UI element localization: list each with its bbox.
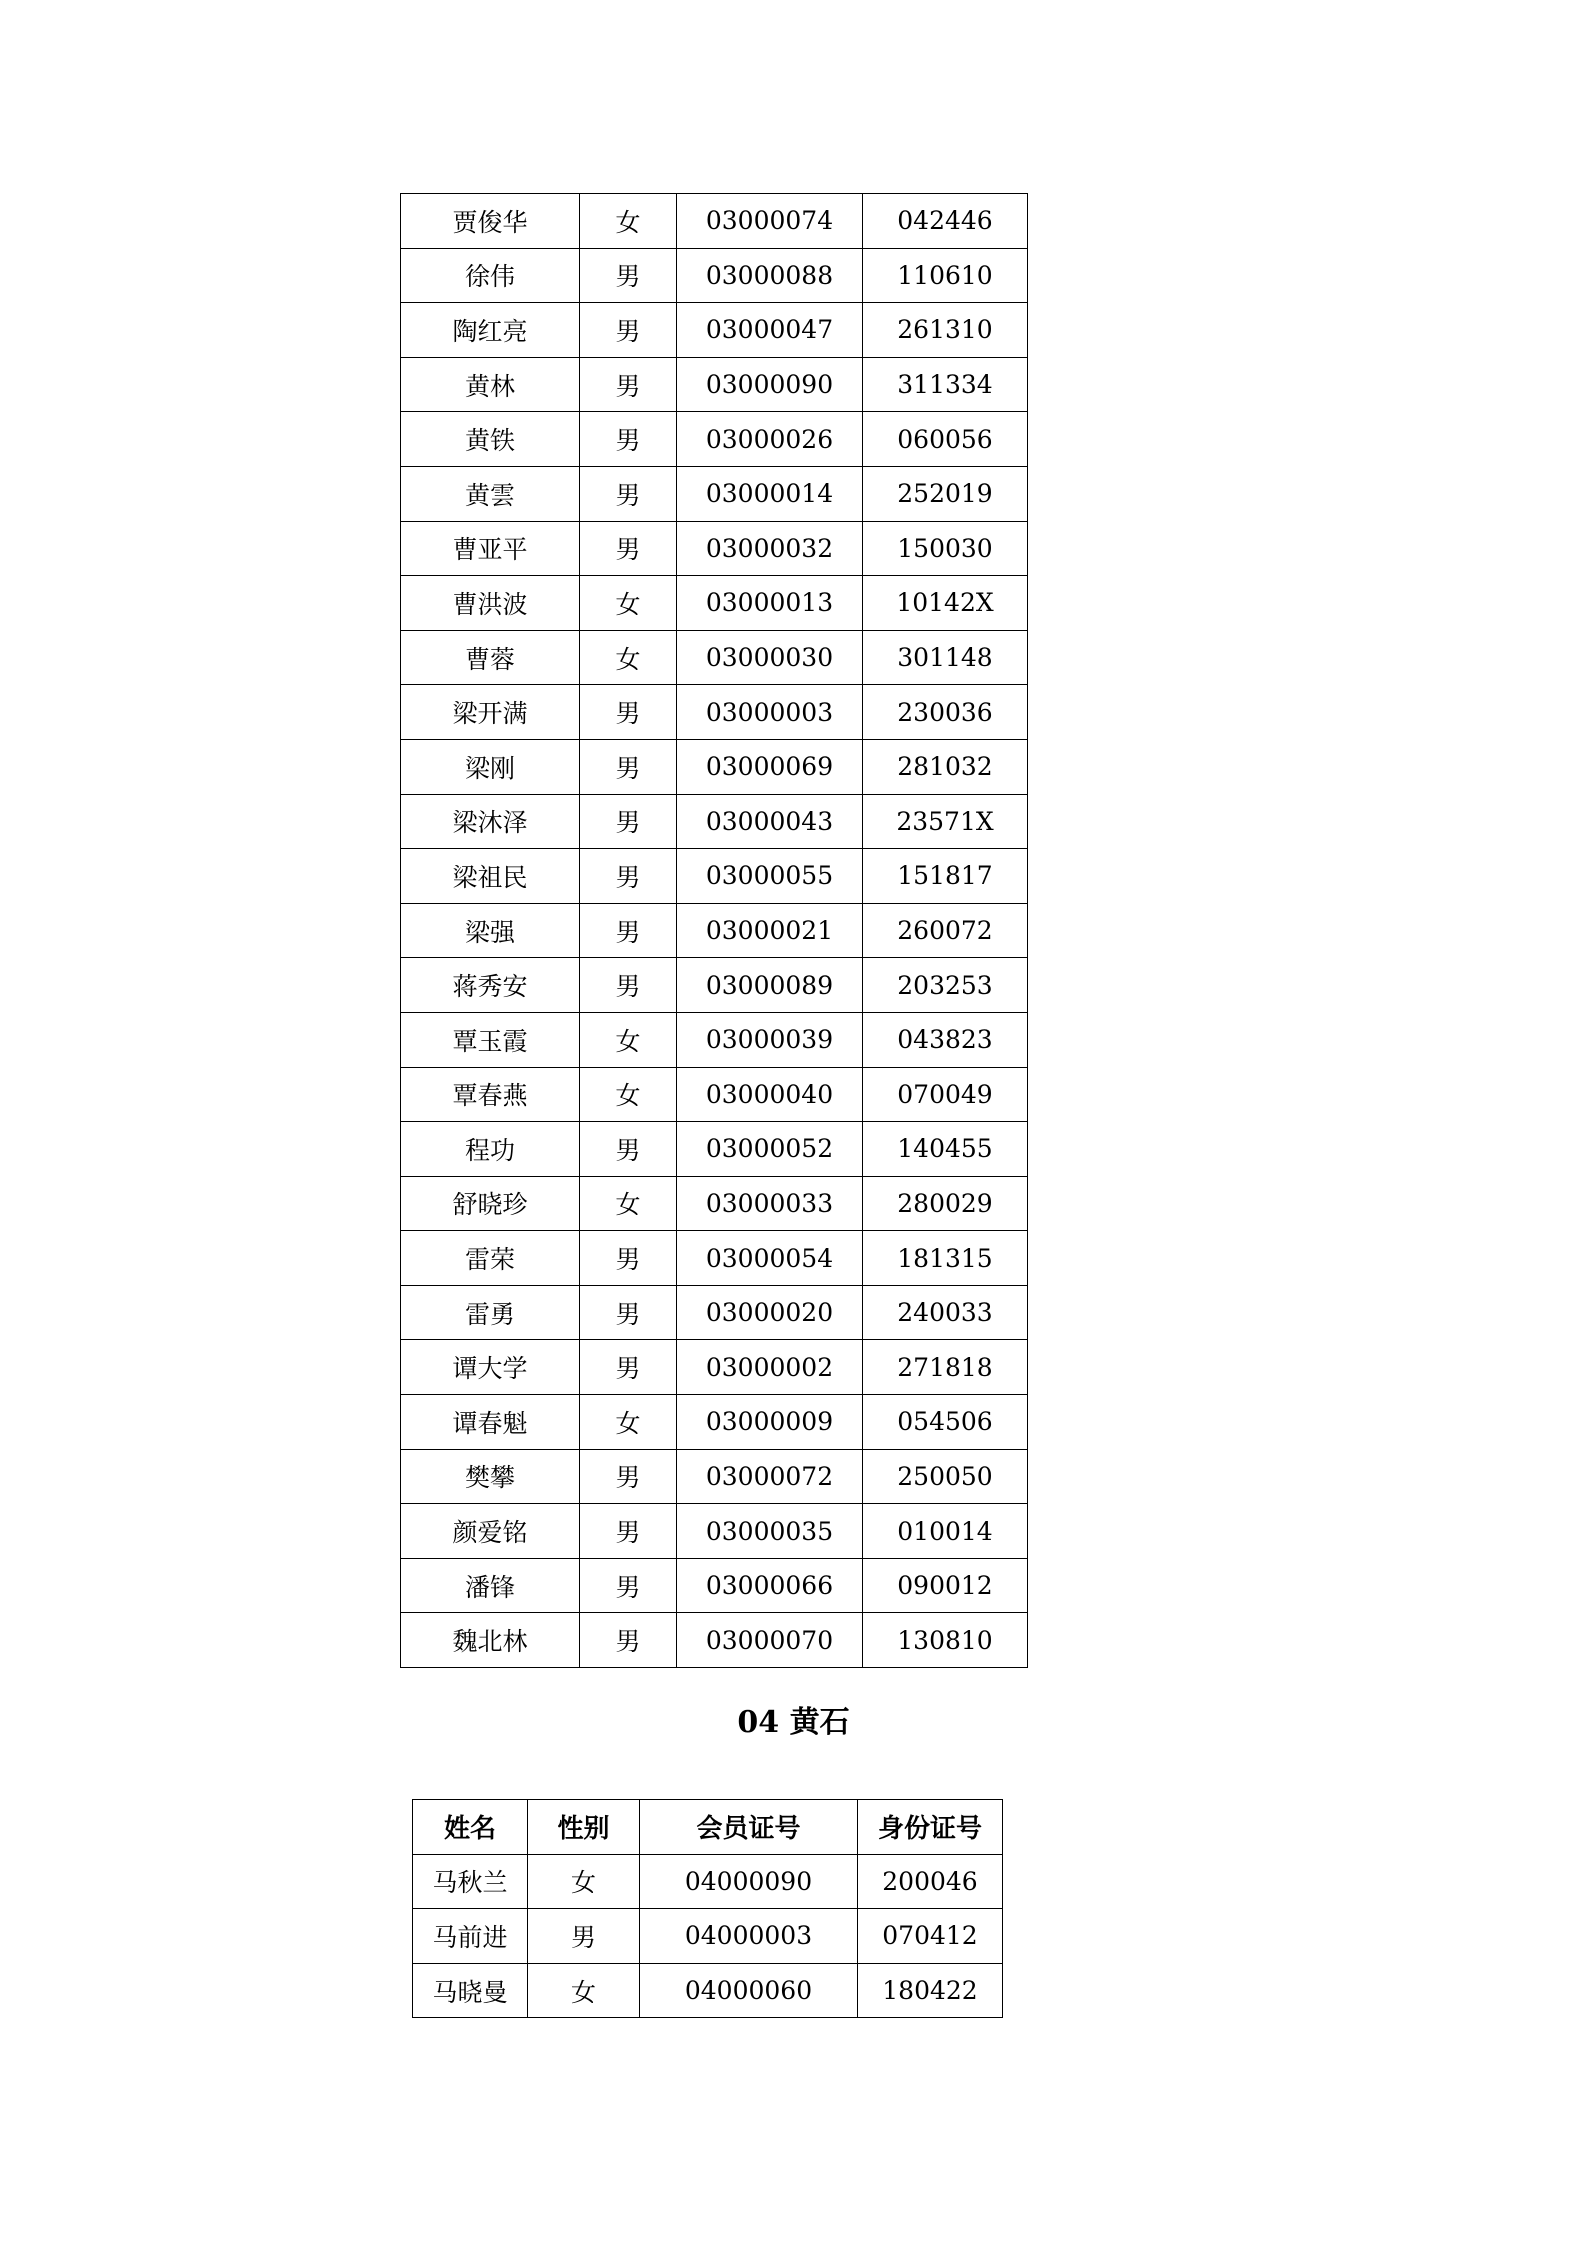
cell-gender: 男	[580, 958, 677, 1013]
member-table-04-body	[413, 1854, 1003, 2018]
cell-id-number: 23571X	[863, 794, 1028, 849]
table-row	[401, 1613, 1028, 1668]
cell-name: 陶红亮	[401, 303, 580, 358]
cell-member-id: 03000014	[677, 466, 863, 521]
cell-name: 樊攀	[401, 1449, 580, 1504]
cell-member-id: 04000090	[640, 1854, 858, 1909]
cell-name: 马秋兰	[413, 1854, 528, 1909]
cell-gender: 女	[528, 1854, 640, 1909]
cell-id-number: 010014	[863, 1504, 1028, 1559]
table-row	[401, 1449, 1028, 1504]
cell-gender: 男	[580, 1504, 677, 1559]
cell-gender: 男	[580, 1558, 677, 1613]
cell-id-number: 070049	[863, 1067, 1028, 1122]
cell-id-number: 240033	[863, 1285, 1028, 1340]
table-row	[401, 1558, 1028, 1613]
table-row	[401, 194, 1028, 249]
cell-id-number: 261310	[863, 303, 1028, 358]
table-row	[401, 357, 1028, 412]
table-row	[401, 576, 1028, 631]
cell-name: 曹亚平	[401, 521, 580, 576]
cell-member-id: 03000072	[677, 1449, 863, 1504]
cell-name: 贾俊华	[401, 194, 580, 249]
table-row	[401, 1395, 1028, 1450]
cell-id-number: 200046	[858, 1854, 1003, 1909]
cell-name: 雷荣	[401, 1231, 580, 1286]
cell-member-id: 03000032	[677, 521, 863, 576]
cell-name: 雷勇	[401, 1285, 580, 1340]
header-gender: 性别	[528, 1800, 640, 1855]
table-row	[401, 1504, 1028, 1559]
cell-id-number: 060056	[863, 412, 1028, 467]
cell-member-id: 03000033	[677, 1176, 863, 1231]
cell-id-number: 10142X	[863, 576, 1028, 631]
cell-gender: 女	[580, 1176, 677, 1231]
cell-gender: 女	[580, 194, 677, 249]
cell-id-number: 203253	[863, 958, 1028, 1013]
cell-id-number: 181315	[863, 1231, 1028, 1286]
cell-id-number: 301148	[863, 630, 1028, 685]
cell-member-id: 03000089	[677, 958, 863, 1013]
cell-id-number: 250050	[863, 1449, 1028, 1504]
cell-member-id: 03000020	[677, 1285, 863, 1340]
cell-name: 程功	[401, 1122, 580, 1177]
cell-member-id: 03000021	[677, 903, 863, 958]
cell-gender: 男	[580, 739, 677, 794]
cell-id-number: 271818	[863, 1340, 1028, 1395]
cell-id-number: 230036	[863, 685, 1028, 740]
table-row	[413, 1854, 1003, 1909]
table-row	[401, 903, 1028, 958]
cell-member-id: 03000040	[677, 1067, 863, 1122]
cell-gender: 女	[580, 1395, 677, 1450]
table-row	[401, 1012, 1028, 1067]
table-row	[401, 630, 1028, 685]
table-row	[401, 303, 1028, 358]
cell-member-id: 03000003	[677, 685, 863, 740]
cell-member-id: 03000069	[677, 739, 863, 794]
cell-member-id: 03000009	[677, 1395, 863, 1450]
table-row	[401, 466, 1028, 521]
cell-name: 谭春魁	[401, 1395, 580, 1450]
table-row	[401, 739, 1028, 794]
table-row	[401, 1122, 1028, 1177]
cell-name: 魏北林	[401, 1613, 580, 1668]
header-member-id: 会员证号	[640, 1800, 858, 1855]
cell-name: 曹蓉	[401, 630, 580, 685]
table-row	[401, 1176, 1028, 1231]
cell-gender: 男	[580, 357, 677, 412]
cell-name: 舒晓珍	[401, 1176, 580, 1231]
cell-member-id: 03000013	[677, 576, 863, 631]
cell-id-number: 151817	[863, 849, 1028, 904]
cell-name: 黄雲	[401, 466, 580, 521]
cell-member-id: 03000088	[677, 248, 863, 303]
cell-gender: 男	[580, 466, 677, 521]
cell-id-number: 043823	[863, 1012, 1028, 1067]
cell-name: 潘锋	[401, 1558, 580, 1613]
header-id-number: 身份证号	[858, 1800, 1003, 1855]
cell-gender: 女	[580, 1067, 677, 1122]
table-row	[401, 958, 1028, 1013]
cell-gender: 男	[580, 303, 677, 358]
cell-gender: 男	[580, 1613, 677, 1668]
cell-id-number: 140455	[863, 1122, 1028, 1177]
cell-name: 黄林	[401, 357, 580, 412]
cell-name: 梁刚	[401, 739, 580, 794]
table-row	[413, 1909, 1003, 1964]
cell-id-number: 054506	[863, 1395, 1028, 1450]
cell-member-id: 03000030	[677, 630, 863, 685]
cell-gender: 男	[580, 849, 677, 904]
cell-id-number: 110610	[863, 248, 1028, 303]
table-row	[401, 1340, 1028, 1395]
cell-gender: 男	[580, 248, 677, 303]
cell-member-id: 03000026	[677, 412, 863, 467]
cell-member-id: 04000003	[640, 1909, 858, 1964]
cell-id-number: 070412	[858, 1909, 1003, 1964]
table-row	[401, 1231, 1028, 1286]
cell-gender: 男	[528, 1909, 640, 1964]
cell-id-number: 252019	[863, 466, 1028, 521]
member-table-03-body	[401, 194, 1028, 1668]
cell-id-number: 130810	[863, 1613, 1028, 1668]
cell-gender: 男	[580, 412, 677, 467]
table-row	[401, 521, 1028, 576]
member-table-04	[412, 1799, 1003, 2018]
cell-gender: 女	[580, 1012, 677, 1067]
cell-member-id: 03000074	[677, 194, 863, 249]
table-header-row	[413, 1800, 1003, 1855]
cell-name: 谭大学	[401, 1340, 580, 1395]
cell-gender: 男	[580, 1285, 677, 1340]
cell-name: 梁强	[401, 903, 580, 958]
cell-gender: 男	[580, 1231, 677, 1286]
cell-gender: 男	[580, 1122, 677, 1177]
cell-member-id: 03000002	[677, 1340, 863, 1395]
cell-gender: 男	[580, 794, 677, 849]
cell-id-number: 280029	[863, 1176, 1028, 1231]
cell-id-number: 311334	[863, 357, 1028, 412]
cell-member-id: 03000043	[677, 794, 863, 849]
cell-id-number: 281032	[863, 739, 1028, 794]
cell-gender: 男	[580, 903, 677, 958]
cell-id-number: 180422	[858, 1963, 1003, 2018]
cell-name: 覃玉霞	[401, 1012, 580, 1067]
cell-name: 马晓曼	[413, 1963, 528, 2018]
cell-gender: 女	[580, 576, 677, 631]
cell-name: 曹洪波	[401, 576, 580, 631]
table-row	[401, 849, 1028, 904]
table-row	[401, 685, 1028, 740]
cell-id-number: 150030	[863, 521, 1028, 576]
table-row	[401, 1067, 1028, 1122]
cell-member-id: 03000039	[677, 1012, 863, 1067]
cell-name: 蒋秀安	[401, 958, 580, 1013]
cell-name: 梁祖民	[401, 849, 580, 904]
section-title-04: 04 黄石	[737, 1705, 850, 1740]
table-row	[401, 248, 1028, 303]
cell-name: 梁沐泽	[401, 794, 580, 849]
cell-name: 梁开满	[401, 685, 580, 740]
cell-gender: 男	[580, 1340, 677, 1395]
cell-gender: 女	[528, 1963, 640, 2018]
cell-member-id: 03000066	[677, 1558, 863, 1613]
cell-member-id: 03000070	[677, 1613, 863, 1668]
cell-name: 覃春燕	[401, 1067, 580, 1122]
table-row	[413, 1963, 1003, 2018]
cell-member-id: 03000090	[677, 357, 863, 412]
cell-member-id: 03000054	[677, 1231, 863, 1286]
cell-member-id: 03000052	[677, 1122, 863, 1177]
cell-name: 马前进	[413, 1909, 528, 1964]
cell-name: 颜爱铭	[401, 1504, 580, 1559]
cell-id-number: 090012	[863, 1558, 1028, 1613]
table-row	[401, 412, 1028, 467]
cell-name: 徐伟	[401, 248, 580, 303]
cell-gender: 女	[580, 630, 677, 685]
member-table-03	[400, 193, 1028, 1668]
table-row	[401, 794, 1028, 849]
cell-member-id: 03000047	[677, 303, 863, 358]
table-row	[401, 1285, 1028, 1340]
cell-name: 黄铁	[401, 412, 580, 467]
cell-gender: 男	[580, 1449, 677, 1504]
cell-id-number: 260072	[863, 903, 1028, 958]
cell-member-id: 03000055	[677, 849, 863, 904]
header-name: 姓名	[413, 1800, 528, 1855]
cell-gender: 男	[580, 685, 677, 740]
cell-member-id: 04000060	[640, 1963, 858, 2018]
cell-gender: 男	[580, 521, 677, 576]
cell-id-number: 042446	[863, 194, 1028, 249]
cell-member-id: 03000035	[677, 1504, 863, 1559]
